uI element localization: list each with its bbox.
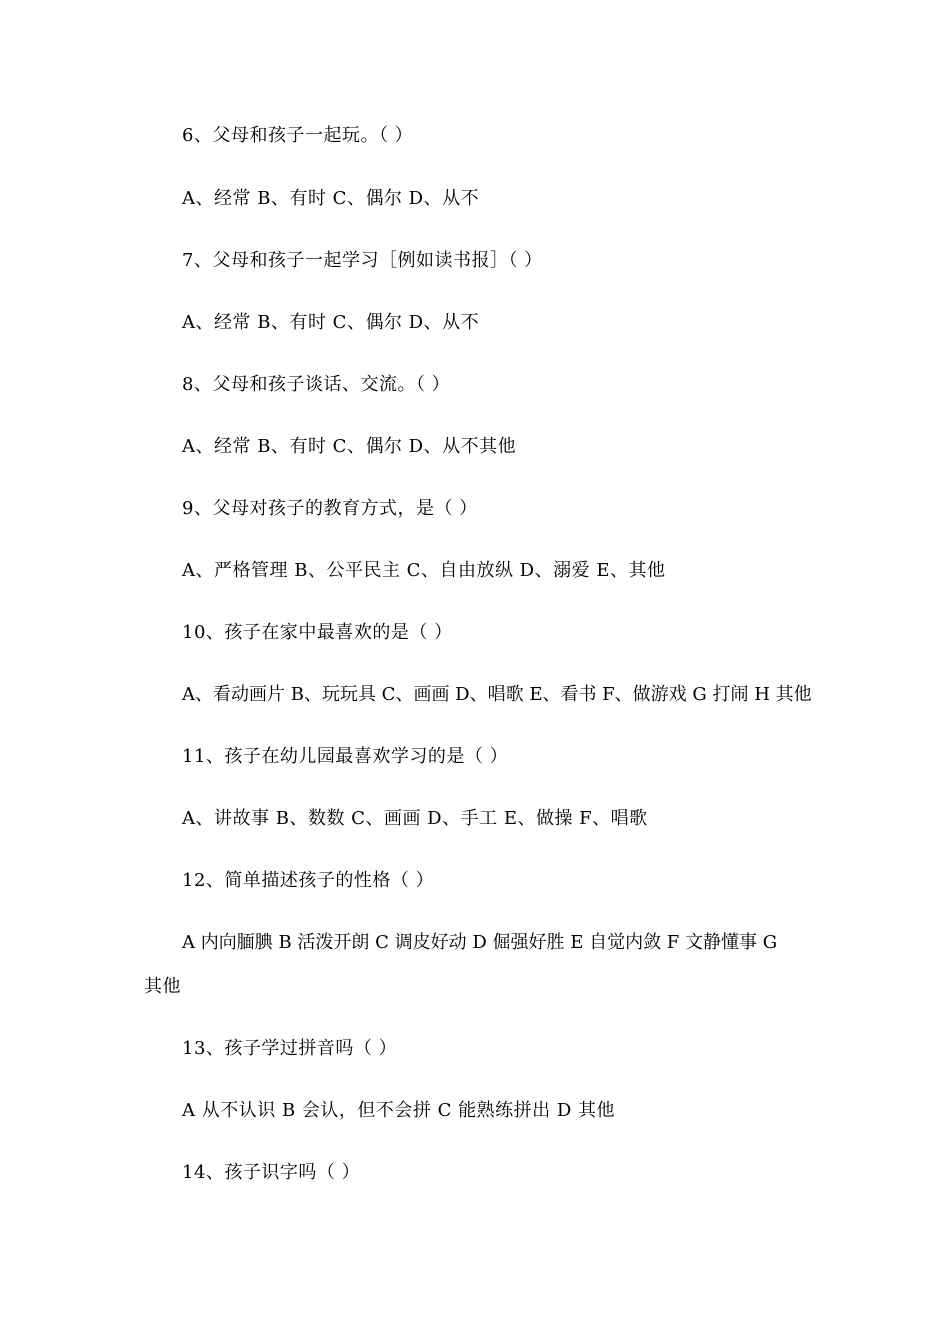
question-9-options: A、严格管理 B、公平民主 C、自由放纵 D、溺爱 E、其他 xyxy=(182,560,666,581)
question-10-options: A、看动画片 B、玩玩具 C、画画 D、唱歌 E、看书 F、做游戏 G 打闹 H 其他 xyxy=(182,684,812,705)
question-10: 10、孩子在家中最喜欢的是（ ） xyxy=(182,622,453,643)
question-8: 8、父母和孩子谈话、交流。（ ） xyxy=(182,374,451,395)
question-14: 14、孩子识字吗（ ） xyxy=(182,1162,361,1183)
question-9: 9、父母对孩子的教育方式，是（ ） xyxy=(182,498,478,519)
question-11-options: A、讲故事 B、数数 C、画画 D、手工 E、做操 F、唱歌 xyxy=(182,808,648,829)
question-11: 11、孩子在幼儿园最喜欢学习的是（ ） xyxy=(182,746,509,767)
question-6-options: A、经常 B、有时 C、偶尔 D、从不 xyxy=(182,188,480,209)
question-8-options: A、经常 B、有时 C、偶尔 D、从不其他 xyxy=(182,436,517,457)
question-12-options-continued: 其他 xyxy=(144,976,181,997)
question-7-options: A、经常 B、有时 C、偶尔 D、从不 xyxy=(182,312,480,333)
question-13-options: A 从不认识 B 会认，但不会拼 C 能熟练拼出 D 其他 xyxy=(182,1100,615,1121)
question-12-options: A 内向腼腆 B 活泼开朗 C 调皮好动 D 倔强好胜 E 自觉内敛 F 文静懂事 G xyxy=(182,932,778,953)
question-6: 6、父母和孩子一起玩。（ ） xyxy=(182,125,414,146)
question-7: 7、父母和孩子一起学习［例如读书报］（ ） xyxy=(182,250,543,271)
question-12: 12、简单描述孩子的性格（ ） xyxy=(182,870,435,891)
question-13: 13、孩子学过拼音吗（ ） xyxy=(182,1038,398,1059)
